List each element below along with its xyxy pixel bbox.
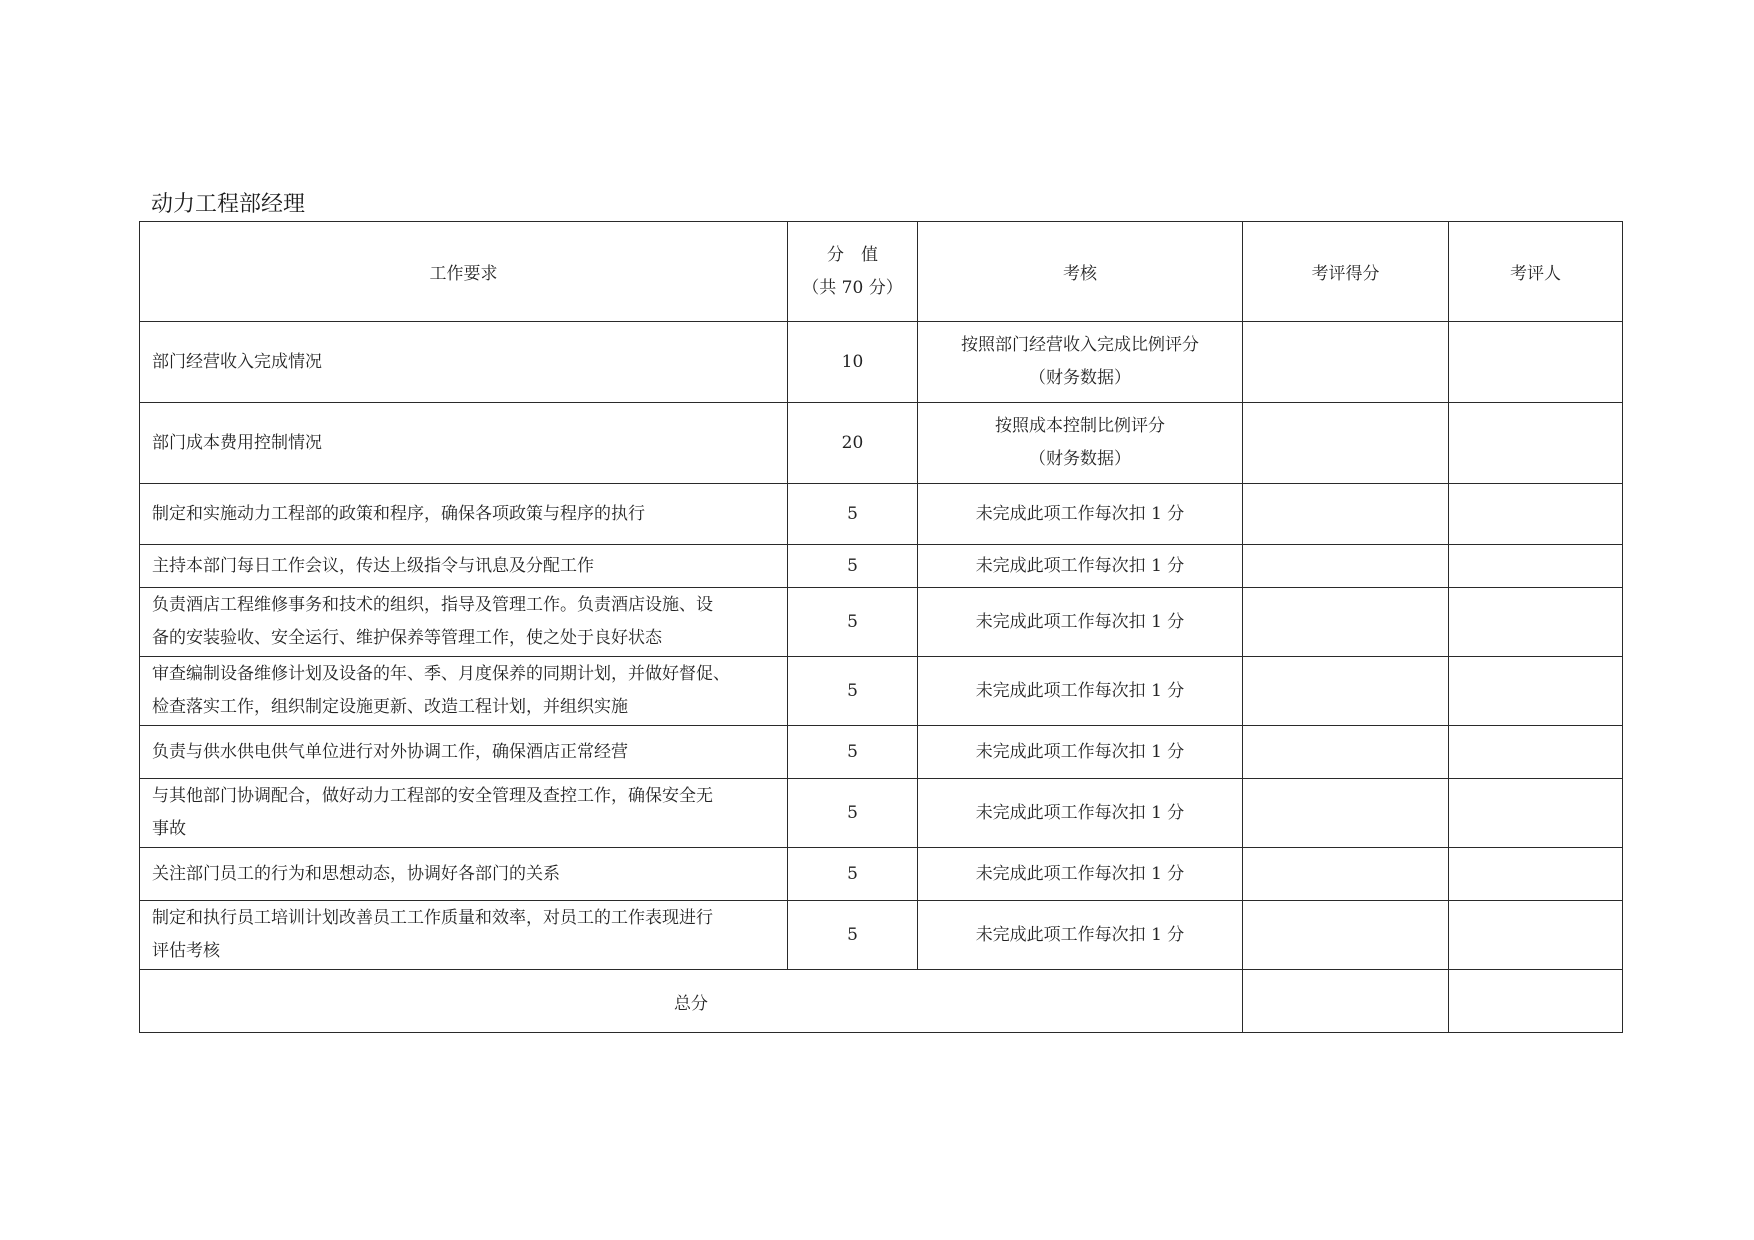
check-cell xyxy=(918,322,1243,403)
total-rater-cell[interactable] xyxy=(1449,970,1623,1033)
header-rater: 考评人 xyxy=(1449,222,1623,322)
rater-input-cell[interactable] xyxy=(1449,657,1623,726)
score-input-cell[interactable] xyxy=(1243,901,1449,970)
requirement-text: 负责酒店工程维修事务和技术的组织，指导及管理工作。负责酒店设施、设 xyxy=(152,595,713,615)
header-value-label: 分 值 xyxy=(827,244,878,265)
requirement-text: 审查编制设备维修计划及设备的年、季、月度保养的同期计划，并做好督促、 xyxy=(152,664,730,684)
value-cell: 5 xyxy=(788,545,918,588)
requirement-text: 与其他部门协调配合，做好动力工程部的安全管理及查控工作，确保安全无 xyxy=(152,786,713,806)
value-cell: 5 xyxy=(788,848,918,901)
score-input-cell[interactable] xyxy=(1243,848,1449,901)
header-value-total: （共 70 分） xyxy=(802,277,903,298)
check-cell: 未完成此项工作每次扣 1 分 xyxy=(918,779,1243,848)
check-cell: 未完成此项工作每次扣 1 分 xyxy=(918,657,1243,726)
header-value xyxy=(788,222,918,322)
check-note: （财务数据） xyxy=(1029,368,1131,388)
check-cell: 未完成此项工作每次扣 1 分 xyxy=(918,901,1243,970)
check-cell: 未完成此项工作每次扣 1 分 xyxy=(918,726,1243,779)
score-input-cell[interactable] xyxy=(1243,657,1449,726)
header-check: 考核 xyxy=(918,222,1243,322)
score-input-cell[interactable] xyxy=(1243,322,1449,403)
rater-input-cell[interactable] xyxy=(1449,322,1623,403)
requirement-text: 事故 xyxy=(152,819,186,839)
requirement-text: 主持本部门每日工作会议，传达上级指令与讯息及分配工作 xyxy=(152,555,594,576)
requirement-cell xyxy=(140,403,788,484)
check-cell: 未完成此项工作每次扣 1 分 xyxy=(918,545,1243,588)
check-text: 按照成本控制比例评分 xyxy=(995,416,1165,436)
value-cell: 20 xyxy=(788,403,918,484)
score-input-cell[interactable] xyxy=(1243,779,1449,848)
header-score: 考评得分 xyxy=(1243,222,1449,322)
requirement-text: 部门成本费用控制情况 xyxy=(152,432,322,453)
requirement-cell xyxy=(140,657,788,726)
total-score-cell[interactable] xyxy=(1243,970,1449,1033)
requirement-cell xyxy=(140,322,788,403)
table-row xyxy=(140,657,1623,726)
rater-input-cell[interactable] xyxy=(1449,484,1623,545)
rater-input-cell[interactable] xyxy=(1449,901,1623,970)
requirement-text: 部门经营收入完成情况 xyxy=(152,351,322,372)
table-row xyxy=(140,322,1623,403)
check-cell: 未完成此项工作每次扣 1 分 xyxy=(918,588,1243,657)
evaluation-table xyxy=(139,221,1623,1033)
check-cell: 未完成此项工作每次扣 1 分 xyxy=(918,848,1243,901)
requirement-text: 负责与供水供电供气单位进行对外协调工作，确保酒店正常经营 xyxy=(152,741,628,762)
requirement-text: 制定和执行员工培训计划改善员工工作质量和效率，对员工的工作表现进行 xyxy=(152,908,713,928)
table-row xyxy=(140,779,1623,848)
requirement-cell xyxy=(140,779,788,848)
value-cell: 5 xyxy=(788,484,918,545)
rater-input-cell[interactable] xyxy=(1449,726,1623,779)
requirement-text: 关注部门员工的行为和思想动态，协调好各部门的关系 xyxy=(152,863,560,884)
value-cell: 5 xyxy=(788,779,918,848)
table-row xyxy=(140,545,1623,588)
requirement-text: 备的安装验收、安全运行、维护保养等管理工作，使之处于良好状态 xyxy=(152,628,662,648)
total-row xyxy=(140,970,1623,1033)
requirement-cell xyxy=(140,848,788,901)
table-row xyxy=(140,848,1623,901)
rater-input-cell[interactable] xyxy=(1449,588,1623,657)
score-input-cell[interactable] xyxy=(1243,545,1449,588)
score-input-cell[interactable] xyxy=(1243,588,1449,657)
requirement-text: 评估考核 xyxy=(152,941,220,961)
requirement-cell xyxy=(140,484,788,545)
rater-input-cell[interactable] xyxy=(1449,403,1623,484)
rater-input-cell[interactable] xyxy=(1449,545,1623,588)
requirement-cell xyxy=(140,726,788,779)
table-row xyxy=(140,403,1623,484)
rater-input-cell[interactable] xyxy=(1449,779,1623,848)
value-cell: 5 xyxy=(788,657,918,726)
check-note: （财务数据） xyxy=(1029,449,1131,469)
score-input-cell[interactable] xyxy=(1243,403,1449,484)
value-cell: 5 xyxy=(788,726,918,779)
check-text: 按照部门经营收入完成比例评分 xyxy=(961,335,1199,355)
table-row xyxy=(140,484,1623,545)
requirement-text: 制定和实施动力工程部的政策和程序，确保各项政策与程序的执行 xyxy=(152,503,645,524)
table-row xyxy=(140,588,1623,657)
value-cell: 10 xyxy=(788,322,918,403)
check-cell: 未完成此项工作每次扣 1 分 xyxy=(918,484,1243,545)
requirement-cell xyxy=(140,545,788,588)
value-cell: 5 xyxy=(788,588,918,657)
value-cell: 5 xyxy=(788,901,918,970)
check-cell xyxy=(918,403,1243,484)
requirement-cell xyxy=(140,901,788,970)
rater-input-cell[interactable] xyxy=(1449,848,1623,901)
table-row xyxy=(140,901,1623,970)
score-input-cell[interactable] xyxy=(1243,726,1449,779)
table-row xyxy=(140,726,1623,779)
header-requirement: 工作要求 xyxy=(140,222,788,322)
requirement-text: 检查落实工作，组织制定设施更新、改造工程计划，并组织实施 xyxy=(152,697,628,717)
requirement-cell xyxy=(140,588,788,657)
page-title: 动力工程部经理 xyxy=(151,192,306,217)
table-header-row xyxy=(140,222,1623,322)
total-label: 总分 xyxy=(140,970,1243,1033)
score-input-cell[interactable] xyxy=(1243,484,1449,545)
